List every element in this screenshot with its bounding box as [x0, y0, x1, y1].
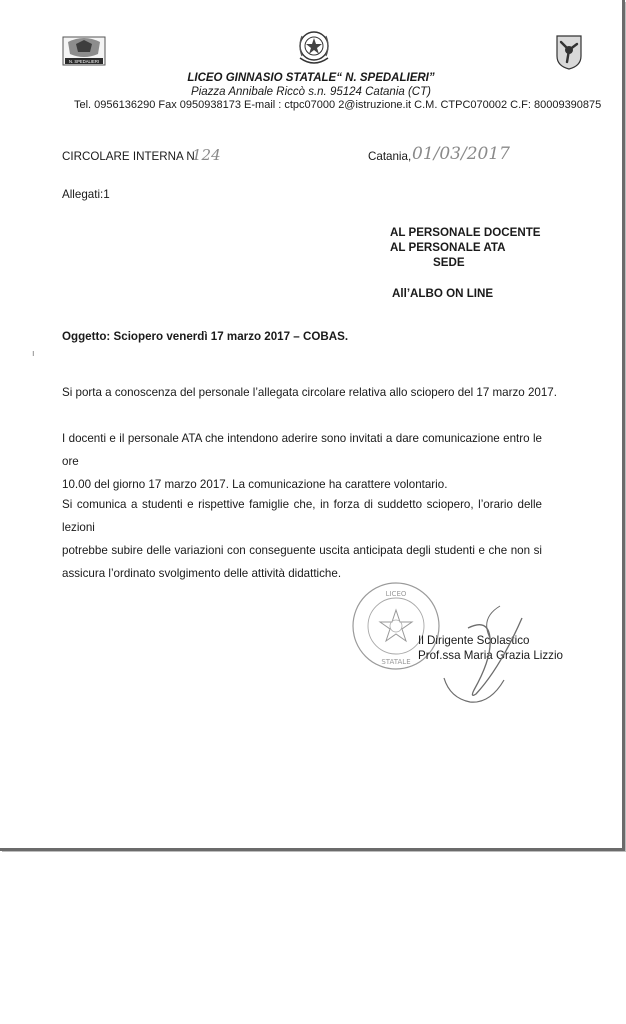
body-paragraph-3-line-1: Si comunica a studenti e rispettive famiglie che, in forza di suddetto sciopero, l’orario delle lezioni: [62, 498, 542, 534]
body-paragraph-2: [62, 427, 542, 496]
blank-area: [0, 852, 626, 1024]
document-date: 01/03/2017: [412, 144, 510, 164]
body-paragraph-3-line-2: potrebbe subire delle variazioni con conseguente uscita anticipata degli studenti e che non si: [62, 544, 542, 557]
school-logo-text: N. SPEDALIERI: [68, 59, 100, 64]
school-contacts: Tel. 0956136290 Fax 0950938173 E-mail : ctpc07000 2@istruzione.it C.M. CTPC070002 C.F: 80009390875: [74, 99, 602, 111]
margin-mark: ı: [32, 348, 35, 358]
svg-text:STATALE: STATALE: [381, 658, 411, 666]
region-sicily-logo-icon: [555, 34, 583, 70]
recipient-ata: AL PERSONALE ATA: [390, 241, 506, 254]
body-paragraph-1: Si porta a conoscenza del personale l’allegata circolare relativa allo sciopero del 17 marzo 2017.: [62, 386, 557, 399]
recipient-albo: All’ALBO ON LINE: [392, 287, 494, 300]
school-address: Piazza Annibale Riccò s.n. 95124 Catania (CT): [191, 86, 431, 98]
body-paragraph-2-line-1: I docenti e il personale ATA che intendono aderire sono invitati a dare comunicazione entro le ore: [62, 432, 542, 468]
svg-text:LICEO: LICEO: [385, 590, 407, 598]
school-logo-icon: [62, 36, 106, 66]
attachments-label: Allegati:1: [62, 188, 110, 201]
body-paragraph-2-line-2: 10.00 del giorno 17 marzo 2017. La comunicazione ha carattere volontario.: [62, 478, 448, 491]
body-paragraph-3: [62, 493, 542, 585]
subject-line: Oggetto: Sciopero venerdì 17 marzo 2017 – COBAS.: [62, 330, 349, 343]
recipient-sede: SEDE: [433, 256, 465, 269]
place-label: Catania,: [368, 150, 412, 163]
handwritten-signature-icon: [430, 598, 540, 718]
signatory-role: Il Dirigente Scolastico: [418, 634, 530, 647]
recipient-teachers: AL PERSONALE DOCENTE: [390, 226, 541, 239]
signatory-name: Prof.ssa Maria Grazia Lizzio: [418, 649, 563, 662]
school-name: LICEO GINNASIO STATALE“ N. SPEDALIERI”: [187, 72, 435, 84]
body-paragraph-3-line-3: assicura l’ordinato svolgimento delle attività didattiche.: [62, 567, 342, 580]
circolare-number: 124: [192, 146, 221, 164]
circolare-label: CIRCOLARE INTERNA N.: [62, 150, 198, 163]
republic-emblem-icon: [296, 28, 332, 68]
